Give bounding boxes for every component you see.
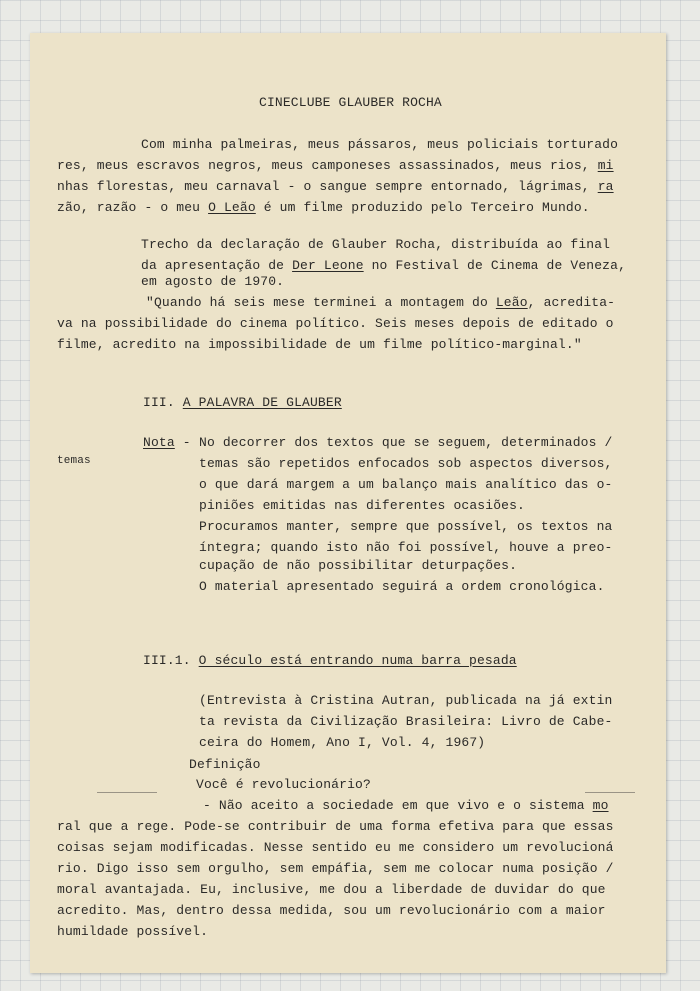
source-line-1: Trecho da declaração de Glauber Rocha, distribuída ao final — [141, 237, 611, 252]
reference-line-3: ceira do Homem, Ano I, Vol. 4, 1967) — [199, 735, 486, 750]
reference-line-2: ta revista da Civilização Brasileira: Livro de Cabe- — [199, 714, 613, 729]
answer-line-4: rio. Digo isso sem orgulho, sem empáfia, sem me colocar numa posição / — [57, 861, 614, 876]
definition-label: Definição — [189, 757, 261, 772]
note-line: piniões emitidas nas diferentes ocasiões. — [199, 498, 526, 513]
statement-line-2: va na possibilidade do cinema político. Seis meses depois de editado o — [57, 316, 614, 331]
section-3-1-heading: III.1. O século está entrando numa barra pesada — [143, 653, 517, 668]
pencil-mark — [585, 792, 635, 793]
interview-question: Você é revolucionário? — [196, 777, 371, 792]
answer-line-2: ral que a rege. Pode-se contribuir de uma forma efetiva para que essas — [57, 819, 614, 834]
answer-line-6: acredito. Mas, dentro dessa medida, sou um revolucionário com a maior — [57, 903, 606, 918]
film-title-o-leao: O Leão — [208, 200, 256, 215]
source-line-2: da apresentação de Der Leone no Festival de Cinema de Veneza, — [141, 258, 627, 273]
note-label: Nota - — [143, 435, 199, 450]
answer-line-3: coisas sejam modificadas. Nesse sentido eu me considero um revolucioná — [57, 840, 614, 855]
film-title-der-leone: Der Leone — [292, 258, 364, 273]
page-title: CINECLUBE GLAUBER ROCHA — [259, 95, 442, 110]
quote-line-4: zão, razão - o meu O Leão é um filme produzido pelo Terceiro Mundo. — [57, 200, 590, 215]
quote-line-3: nhas florestas, meu carnaval - o sangue sempre entornado, lágrimas, ra — [57, 179, 614, 194]
note-line: temas são repetidos enfocados sob aspectos diversos, — [199, 456, 613, 471]
note-line: íntegra; quando isto não foi possível, houve a preo- — [199, 540, 613, 555]
section-3-heading: III. A PALAVRA DE GLAUBER — [143, 395, 342, 410]
answer-line-7: humildade possível. — [57, 924, 209, 939]
answer-line-1: - Não aceito a sociedade em que vivo e o sistema mo — [203, 798, 609, 813]
note-line: cupação de não possibilitar deturpações. — [199, 558, 518, 573]
note-line: No decorrer dos textos que se seguem, determinados / — [199, 435, 613, 450]
statement-line-1: "Quando há seis mese terminei a montagem do Leão, acredita- — [146, 295, 616, 310]
note-line: O material apresentado seguirá a ordem cronológica. — [199, 579, 605, 594]
source-line-3: em agosto de 1970. — [141, 274, 285, 289]
margin-note: temas — [57, 455, 91, 467]
pencil-mark — [97, 792, 157, 793]
reference-line-1: (Entrevista à Cristina Autran, publicada na já extin — [199, 693, 613, 708]
answer-line-5: moral avantajada. Eu, inclusive, me dou a liberdade de duvidar do que — [57, 882, 606, 897]
quote-line-2: res, meus escravos negros, meus camponeses assassinados, meus rios, mi — [57, 158, 614, 173]
note-line: o que dará margem a um balanço mais analítico das o- — [199, 477, 613, 492]
note-line: Procuramos manter, sempre que possível, os textos na — [199, 519, 613, 534]
quote-line-1: Com minha palmeiras, meus pássaros, meus policiais torturado — [141, 137, 619, 152]
statement-line-3: filme, acredito na impossibilidade de um filme político-marginal." — [57, 337, 582, 352]
